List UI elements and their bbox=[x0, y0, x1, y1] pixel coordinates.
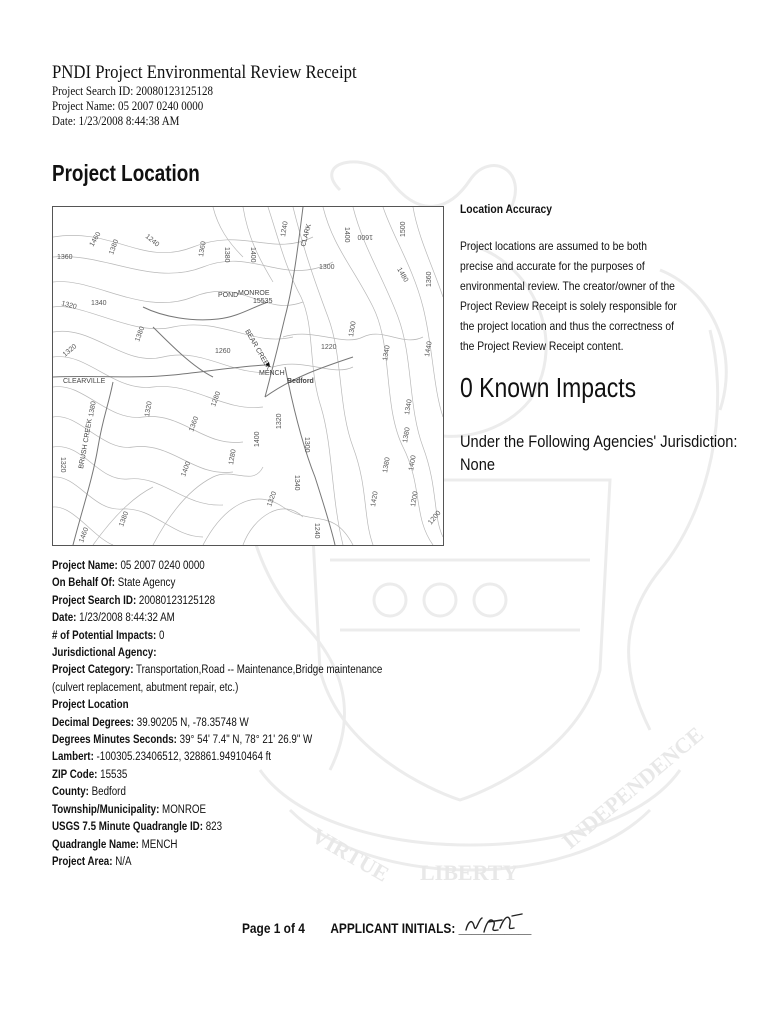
svg-text:MENCH: MENCH bbox=[259, 370, 285, 377]
svg-text:1300: 1300 bbox=[303, 437, 310, 453]
svg-text:CLEARVILLE: CLEARVILLE bbox=[63, 378, 106, 385]
svg-text:1460: 1460 bbox=[88, 231, 103, 248]
svg-text:1200: 1200 bbox=[427, 509, 443, 527]
svg-text:1280: 1280 bbox=[228, 448, 238, 466]
location-accuracy-heading: Location Accuracy bbox=[460, 202, 552, 216]
svg-text:1260: 1260 bbox=[215, 348, 231, 355]
accuracy-line: the project location and thus the correctness of bbox=[460, 319, 674, 333]
detail-row: Township/Municipality: MONROE bbox=[52, 803, 207, 816]
svg-text:LIBERTY: LIBERTY bbox=[420, 860, 519, 885]
svg-text:1300: 1300 bbox=[319, 264, 335, 271]
detail-row: County: Bedford bbox=[52, 786, 126, 799]
detail-row: Date: 1/23/2008 8:44:32 AM bbox=[52, 612, 175, 625]
svg-text:1240: 1240 bbox=[143, 233, 161, 249]
svg-text:CLARK: CLARK bbox=[300, 223, 313, 248]
accuracy-line: the Project Review Receipt content. bbox=[460, 339, 624, 353]
applicant-initials-label: APPLICANT INITIALS: bbox=[330, 920, 456, 936]
detail-row: On Behalf Of: State Agency bbox=[52, 577, 176, 590]
handwritten-initials-signature bbox=[458, 908, 530, 940]
svg-text:1320: 1320 bbox=[59, 457, 66, 473]
svg-text:1300: 1300 bbox=[348, 320, 358, 338]
svg-text:1360: 1360 bbox=[198, 240, 208, 258]
svg-text:1400: 1400 bbox=[180, 460, 193, 478]
svg-text:1320: 1320 bbox=[60, 300, 78, 311]
detail-row: Project Name: 05 2007 0240 0000 bbox=[52, 560, 205, 572]
header-date: Date: 1/23/2008 8:44:38 AM bbox=[52, 114, 180, 128]
svg-text:1320: 1320 bbox=[266, 490, 279, 508]
svg-text:1320: 1320 bbox=[276, 413, 283, 429]
receipt-header bbox=[52, 62, 398, 129]
detail-row: ZIP Code: 15535 bbox=[52, 768, 128, 781]
detail-row: Project Location bbox=[52, 699, 129, 712]
svg-text:1440: 1440 bbox=[424, 340, 434, 358]
detail-row: USGS 7.5 Minute Quadrangle ID: 823 bbox=[52, 821, 223, 834]
svg-text:1360: 1360 bbox=[426, 271, 433, 287]
detail-row: Project Category: Transportation,Road -- Maintenance,Bridge maintenance bbox=[52, 664, 383, 677]
svg-text:1240: 1240 bbox=[280, 220, 290, 238]
initials-line: ___________ bbox=[458, 920, 532, 936]
svg-text:1480: 1480 bbox=[395, 266, 410, 284]
jurisdiction-label: Under the Following Agencies' Jurisdiction: bbox=[460, 432, 738, 451]
svg-text:1360: 1360 bbox=[188, 415, 201, 433]
detail-row: Degrees Minutes Seconds: 39° 54' 7.4" N, 78° 21' 26.9" W bbox=[52, 734, 313, 747]
map-drawing bbox=[53, 207, 443, 545]
page-number: Page 1 of 4 bbox=[242, 920, 305, 936]
svg-text:1340: 1340 bbox=[91, 300, 107, 307]
svg-text:1340: 1340 bbox=[382, 344, 392, 362]
receipt-title: PNDI Project Environmental Review Receipt bbox=[52, 62, 357, 83]
jurisdiction-value: None bbox=[460, 455, 495, 474]
detail-row: Project Area: N/A bbox=[52, 855, 132, 868]
contour-labels bbox=[57, 221, 443, 544]
svg-text:1380: 1380 bbox=[382, 456, 392, 474]
svg-text:1400: 1400 bbox=[343, 227, 350, 243]
section-title: Project Location bbox=[52, 160, 200, 186]
svg-text:BRUSH CREEK: BRUSH CREEK bbox=[78, 418, 94, 470]
svg-text:1380: 1380 bbox=[134, 325, 147, 343]
svg-text:1400: 1400 bbox=[408, 454, 418, 472]
svg-text:VIRTUE: VIRTUE bbox=[307, 822, 394, 887]
jurisdiction-block bbox=[460, 430, 737, 476]
svg-text:15535: 15535 bbox=[253, 298, 273, 305]
detail-row: # of Potential Impacts: 0 bbox=[52, 629, 165, 642]
svg-text:1220: 1220 bbox=[321, 344, 337, 351]
svg-text:1600: 1600 bbox=[357, 233, 373, 240]
svg-text:MONROE: MONROE bbox=[238, 290, 270, 297]
svg-text:1320: 1320 bbox=[144, 400, 154, 418]
svg-text:1400: 1400 bbox=[254, 431, 261, 447]
project-details bbox=[52, 558, 441, 871]
topographic-map bbox=[52, 206, 444, 546]
svg-text:1240: 1240 bbox=[313, 523, 320, 539]
detail-row: Jurisdictional Agency: bbox=[52, 647, 157, 660]
detail-row: Project Search ID: 20080123125128 bbox=[52, 594, 216, 607]
svg-text:Bedford: Bedford bbox=[287, 378, 314, 385]
header-project-name: Project Name: 05 2007 0240 0000 bbox=[52, 99, 204, 113]
svg-text:1500: 1500 bbox=[400, 221, 407, 237]
svg-text:INDEPENDENCE: INDEPENDENCE bbox=[557, 721, 709, 854]
svg-text:1380: 1380 bbox=[118, 510, 131, 528]
detail-row: (culvert replacement, abutment repair, etc.) bbox=[52, 681, 239, 694]
detail-row: Decimal Degrees: 39.90205 N, -78.35748 W bbox=[52, 716, 249, 729]
svg-text:1340: 1340 bbox=[293, 475, 300, 491]
accuracy-line: Project locations are assumed to be both bbox=[460, 239, 648, 253]
known-impacts-heading: 0 Known Impacts bbox=[460, 372, 637, 403]
svg-text:1420: 1420 bbox=[370, 490, 380, 508]
svg-text:1360: 1360 bbox=[57, 254, 73, 261]
header-search-id: Project Search ID: 20080123125128 bbox=[52, 84, 213, 98]
location-accuracy-panel bbox=[460, 202, 710, 356]
svg-text:1380: 1380 bbox=[223, 247, 230, 263]
detail-row: Quadrangle Name: MENCH bbox=[52, 838, 178, 851]
svg-text:POND: POND bbox=[218, 292, 239, 299]
svg-text:1280: 1280 bbox=[210, 390, 223, 408]
svg-text:BEAR CREEK: BEAR CREEK bbox=[243, 328, 272, 372]
svg-text:1200: 1200 bbox=[410, 490, 420, 508]
svg-text:1380: 1380 bbox=[88, 400, 98, 418]
accuracy-line: Project Review Receipt is solely responsible for bbox=[460, 299, 677, 313]
svg-text:1460: 1460 bbox=[78, 526, 91, 544]
location-accuracy-text bbox=[460, 236, 677, 356]
accuracy-line: precise and accurate for the purposes of bbox=[460, 259, 645, 273]
svg-text:1320: 1320 bbox=[61, 343, 79, 359]
detail-row: Lambert: -100305.23406512, 328861.94910464 ft bbox=[52, 751, 272, 764]
svg-text:1400: 1400 bbox=[249, 247, 256, 263]
svg-text:1380: 1380 bbox=[402, 426, 412, 444]
svg-text:1380: 1380 bbox=[108, 238, 121, 256]
svg-text:1340: 1340 bbox=[404, 398, 414, 416]
accuracy-line: environmental review. The creator/owner of the bbox=[460, 279, 675, 293]
